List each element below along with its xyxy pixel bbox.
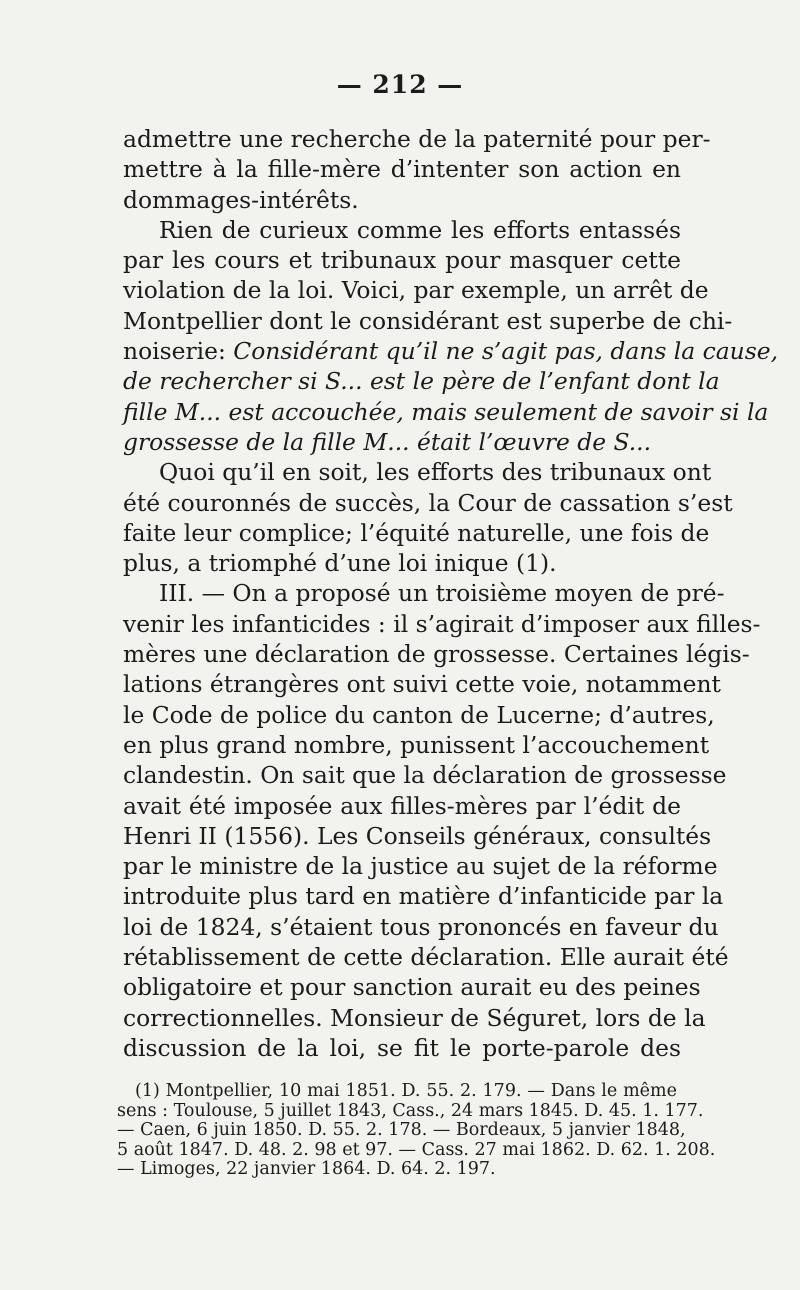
body-text bbox=[123, 124, 779, 1063]
text-line: dommages-intérêts. bbox=[123, 185, 359, 214]
text-line: mettre à la fille-mère d’intenter son action en bbox=[123, 155, 681, 184]
footnote-line: 5 août 1847. D. 48. 2. 98 et 97. — Cass. 27 mai 1862. D. 62. 1. 208. bbox=[117, 1139, 716, 1160]
text-line: fille M... est accouchée, mais seulement de savoir si la bbox=[123, 397, 769, 426]
text-line: rétablissement de cette déclaration. Elle aurait été bbox=[123, 943, 729, 972]
footnotes bbox=[117, 1081, 716, 1180]
text-line: grossesse de la fille M... était l’œuvre de S... bbox=[123, 427, 652, 456]
text-line: de rechercher si S... est le père de l’enfant dont la bbox=[123, 367, 720, 396]
text-line: en plus grand nombre, punissent l’accouchement bbox=[123, 730, 710, 759]
text-line: par le ministre de la justice au sujet de la réforme bbox=[123, 852, 718, 881]
text-line: Henri II (1556). Les Conseils généraux, consultés bbox=[123, 821, 712, 850]
text-line: avait été imposée aux filles-mères par l’édit de bbox=[123, 791, 681, 820]
text-line: Rien de curieux comme les efforts entassés bbox=[159, 215, 681, 244]
page-number: — 212 — bbox=[336, 70, 464, 99]
text-line: Montpellier dont le considérant est superbe de chi- bbox=[123, 306, 733, 335]
text-segment: noiserie: bbox=[123, 337, 234, 366]
text-line: venir les infanticides : il s’agirait d’imposer aux filles- bbox=[123, 609, 761, 638]
text-line: clandestin. On sait que la déclaration de grossesse bbox=[123, 761, 727, 790]
text-line: introduite plus tard en matière d’infanticide par la bbox=[123, 882, 724, 911]
text-line: par les cours et tribunaux pour masquer cette bbox=[123, 246, 681, 275]
text-line: faite leur complice; l’équité naturelle, une fois de bbox=[123, 518, 710, 547]
text-line: lations étrangères ont suivi cette voie, notamment bbox=[123, 670, 721, 699]
text-line: le Code de police du canton de Lucerne; d’autres, bbox=[123, 700, 715, 729]
text-line: été couronnés de succès, la Cour de cassation s’est bbox=[123, 488, 733, 517]
footnote-line: (1) Montpellier, 10 mai 1851. D. 55. 2. 179. — Dans le même bbox=[135, 1081, 677, 1101]
text-line: discussion de la loi, se fit le porte-parole des bbox=[123, 1033, 681, 1062]
text-line: Quoi qu’il en soit, les efforts des tribunaux ont bbox=[159, 458, 712, 487]
text-line: loi de 1824, s’étaient tous prononcés en faveur du bbox=[123, 912, 719, 941]
text-line: plus, a triomphé d’une loi inique (1). bbox=[123, 549, 557, 578]
text-line: correctionnelles. Monsieur de Séguret, lors de la bbox=[123, 1003, 706, 1032]
text-line: III. — On a proposé un troisième moyen de pré- bbox=[159, 579, 725, 608]
text-line bbox=[123, 336, 779, 366]
text-line: mères une déclaration de grossesse. Certaines légis- bbox=[123, 640, 750, 669]
text-line: violation de la loi. Voici, par exemple, un arrêt de bbox=[123, 276, 709, 305]
text-line: obligatoire et pour sanction aurait eu des peines bbox=[123, 973, 701, 1002]
footnote-line: sens : Toulouse, 5 juillet 1843, Cass., 24 mars 1845. D. 45. 1. 177. bbox=[117, 1100, 704, 1121]
footnote-line: — Caen, 6 juin 1850. D. 55. 2. 178. — Bordeaux, 5 janvier 1848, bbox=[117, 1120, 686, 1140]
footnote-line: — Limoges, 22 janvier 1864. D. 64. 2. 197. bbox=[117, 1159, 496, 1179]
text-line: admettre une recherche de la paternité pour per- bbox=[123, 125, 711, 153]
italic-quote: Considérant qu’il ne s’agit pas, dans la cause, bbox=[233, 337, 779, 366]
